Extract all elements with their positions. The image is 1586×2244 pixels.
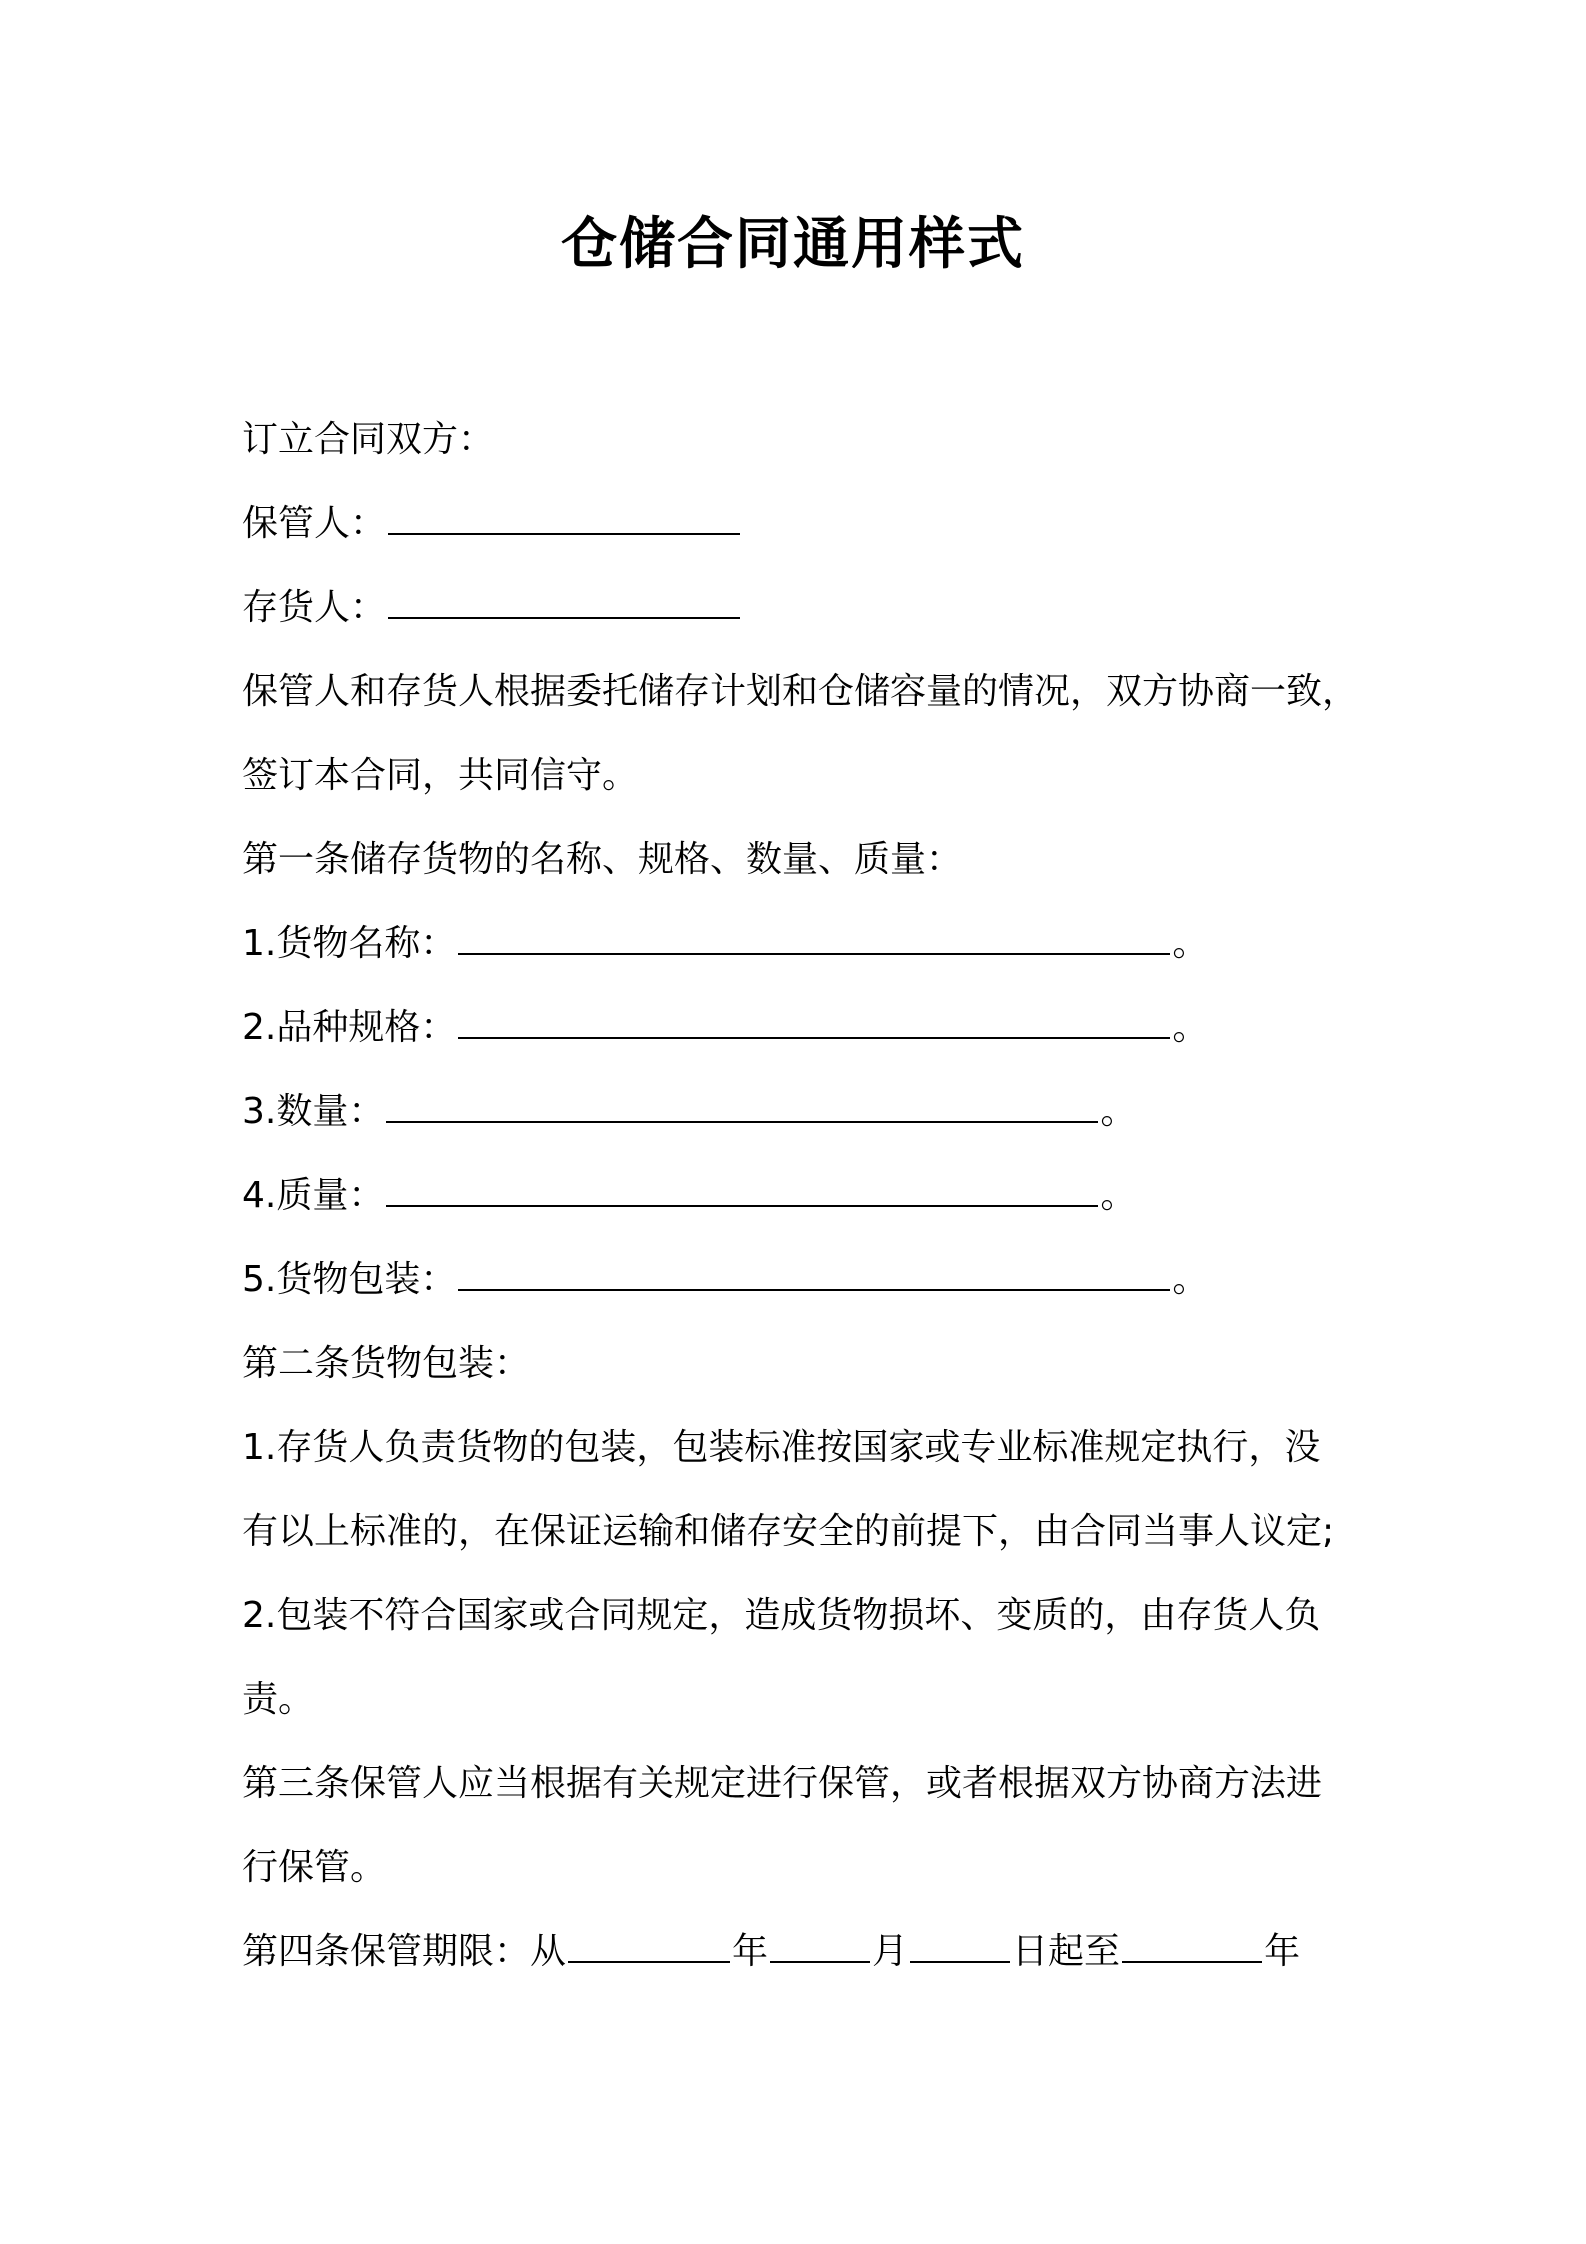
item4-label: 4.质量： (242, 1175, 385, 1216)
keeper-blank (388, 493, 740, 535)
article4-day-to-label: 日起至 (1012, 1931, 1121, 1972)
item5-label: 5.货物包装： (242, 1259, 457, 1300)
item2-label: 2.品种规格： (242, 1007, 457, 1048)
item4-period: 。 (1100, 1175, 1137, 1216)
depositor-blank (388, 577, 740, 619)
intro-line-2: 签订本合同，共同信守。 (242, 755, 639, 796)
item5-period: 。 (1172, 1259, 1209, 1300)
keeper-line (242, 482, 1362, 566)
document-body (242, 398, 1362, 1994)
article2-para1-line1: 1.存货人负责货物的包装，包装标准按国家或专业标准规定执行，没 (242, 1427, 1321, 1468)
item2-period: 。 (1172, 1007, 1209, 1048)
article4-year-label: 年 (732, 1931, 769, 1972)
article2-para2-line1: 2.包装不符合国家或合同规定，造成货物损坏、变质的，由存货人负 (242, 1595, 1321, 1636)
article4-year2-label: 年 (1264, 1931, 1301, 1972)
article2-para2-line2: 责。 (242, 1679, 315, 1720)
item1-blank (458, 913, 1170, 955)
intro-line-1: 保管人和存货人根据委托储存计划和仓储容量的情况，双方协商一致， (242, 671, 1359, 712)
depositor-line (242, 566, 1362, 650)
item-goods-name (242, 902, 1362, 986)
start-month-blank (770, 1921, 870, 1963)
item3-blank (386, 1081, 1098, 1123)
end-year-blank (1122, 1921, 1262, 1963)
article4-month-label: 月 (872, 1931, 909, 1972)
item1-period: 。 (1172, 923, 1209, 964)
item2-blank (458, 997, 1170, 1039)
article2-heading: 第二条货物包装： (242, 1343, 531, 1384)
start-day-blank (910, 1921, 1010, 1963)
document-title: 仓储合同通用样式 (561, 212, 1025, 277)
parties-heading: 订立合同双方： (242, 419, 495, 460)
keeper-label: 保管人： (242, 503, 387, 544)
item-quality (242, 1154, 1362, 1238)
article2-para1-line2: 有以上标准的，在保证运输和储存安全的前提下，由合同当事人议定; (242, 1511, 1335, 1552)
article4-prefix: 第四条保管期限：从 (242, 1931, 567, 1972)
article3-line1: 第三条保管人应当根据有关规定进行保管，或者根据双方协商方法进 (242, 1763, 1323, 1804)
item4-blank (386, 1165, 1098, 1207)
item-variety-spec (242, 986, 1362, 1070)
article1-heading: 第一条储存货物的名称、规格、数量、质量： (242, 839, 963, 880)
item-packaging (242, 1238, 1362, 1322)
depositor-label: 存货人： (242, 587, 387, 628)
article3-line2: 行保管。 (242, 1847, 387, 1888)
item3-period: 。 (1100, 1091, 1137, 1132)
start-year-blank (568, 1921, 730, 1963)
article4-line (242, 1910, 1362, 1994)
item-quantity (242, 1070, 1362, 1154)
item1-label: 1.货物名称： (242, 923, 457, 964)
item5-blank (458, 1249, 1170, 1291)
item3-label: 3.数量： (242, 1091, 385, 1132)
